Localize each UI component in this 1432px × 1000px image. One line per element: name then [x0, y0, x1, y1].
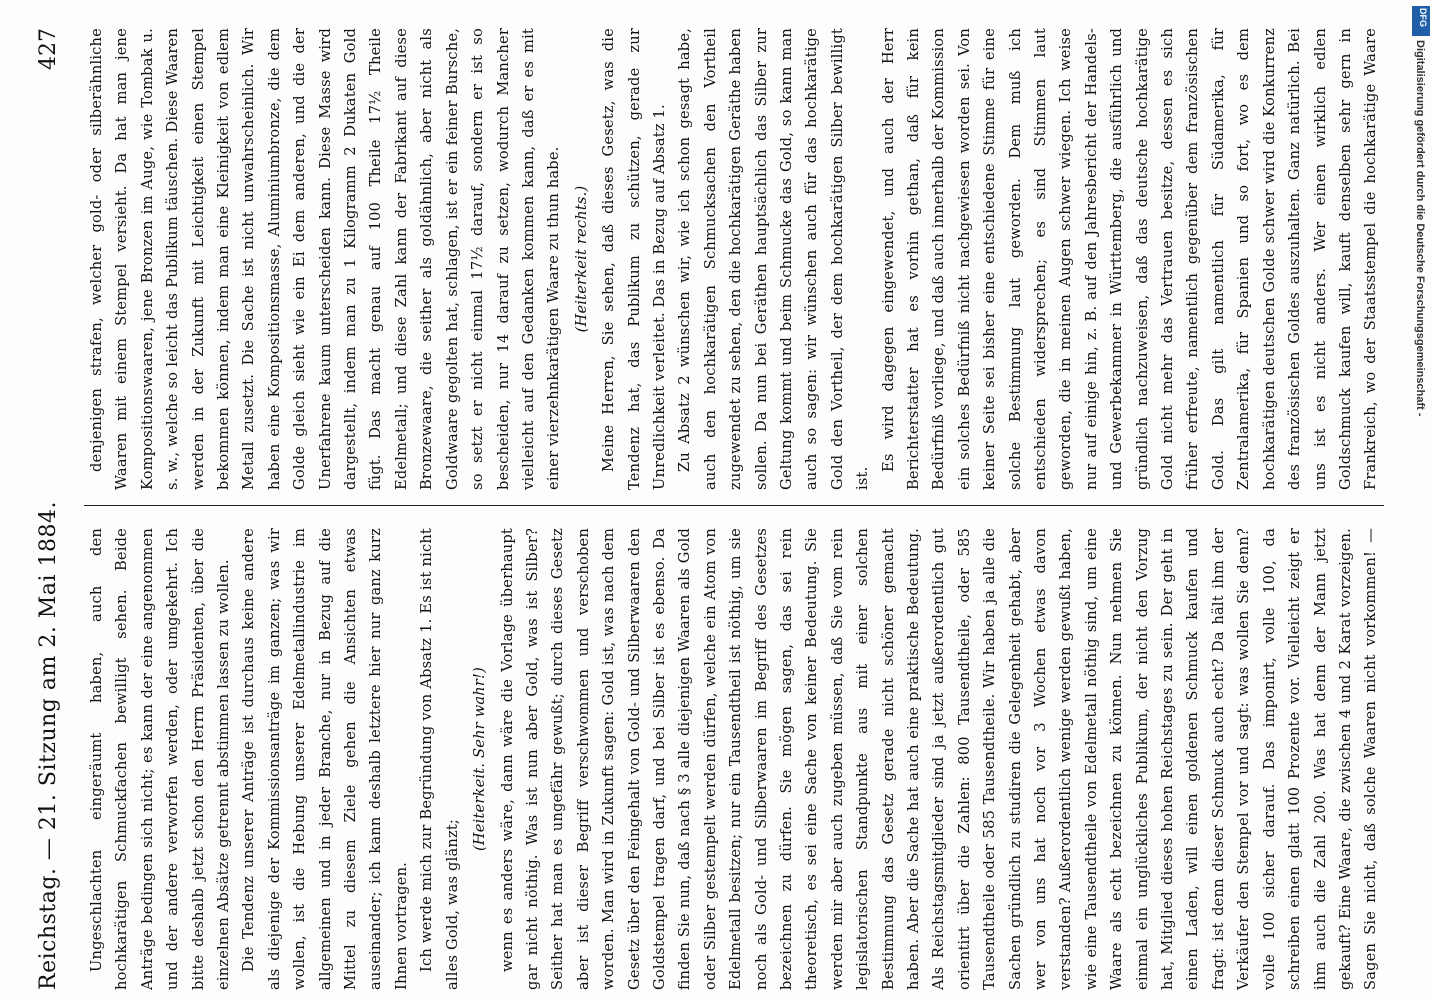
stage-direction: (Heiterkeit. Sehr wahr!)	[471, 666, 489, 852]
running-title: Reichstag. — 21. Sitzung am 2. Mai 1884.	[36, 501, 61, 990]
dfg-logo-text: DFG	[1418, 8, 1428, 27]
paragraph: Zu Absatz 2 wünschen wir, wie ich schon gesagt habe, auch den hochkarätigen Schmucksachen den Vortheil zugewendet zu sehen, den die hochkarätigen Geräthe haben sollen. Da nun bei Geräthen hauptsächlich das Silber zur Geltung kommt und beim Schmucke das Gold, so kann man auch so sagen: wir wünschen auch für das hochkarätige Gold den Vortheil, der dem hochkarätigen Silber bewilligt ist.	[676, 28, 872, 490]
page-number: 427	[36, 28, 61, 70]
paragraph: wenn es anders wäre, dann wäre die Vorlage überhaupt gar nicht nöthig. Was ist nun aber Gold, was ist Silber? Seither hat man es ungefähr gewußt; durch dieses Gesetz aber ist dieser Begriff verschwommen und verschoben worden. Man wird in Zukunft sagen: Gold ist, was nach dem Gesetz über den Feingehalt von Gold- und Silberwaaren den Goldstempel tragen darf, und bei Silber ist es ebenso. Da finden Sie nun, daß nach § 3 alle diejenigen Waaren als Gold oder Silber gestempelt werden dürfen, welche ein Atom von Edelmetall besitzen; nur ein Tausendtheil ist nöthig, um sie noch als Gold- und Silberwaaren im Begriff des Gesetzes bezeichnen zu dürfen. Sie mögen sagen, das sei rein theoretisch, es sei eine Sache von keiner Bedeutung. Sie werden mir aber auch zugeben müssen, daß Sie vom rein legislatorischen Standpunkte aus mit einer solchen Bestimmung das Gesetz gerade nicht schöner gemacht haben. Aber die Sache hat auch eine praktische Bedeutung. Als Reichstagsmitglieder sind ja jetzt außerordentlich gut orientirt über die Zahlen: 800 Tausendtheile, oder 585 Tausendtheile oder 585 Tausendtheile. Wir haben ja alle die Sachen gründlich zu studiren die Gelegenheit gehabt, aber wer von uns hat noch vor 3 Wochen etwas davon verstanden? Außerordentlich wenige werden gewußt haben, wie eine Tausendtheile von Edelmetall nöthig sind, um eine Waare als echt bezeichnen zu können. Nun nehmen Sie einmal ein unglückliches Publikum, der nicht den Vorzug hat, Mitglied dieses hohen Reichstages zu sein. Der geht in einen Laden, will einen goldenen Schmuck kaufen und fragt: ist denn dieser Schmuck auch echt? Da hält ihm der Verkäufer den Stempel vor und sagt: was wollen Sie denn? volle 100 sicher darauf. Das imponirt, volle 100, da schreiben einen glatt 100 Prozente vor. Vielleicht zeigt er ihm auch die Zahl 200. Was hat denn der Mann jetzt gekauft? Eine Waare, die zwischen 4 und 2 Karat vorzeigen. Sagen Sie nicht, daß solche Waaren nicht vorkommen! —	[498, 528, 1380, 990]
paragraph: denjenigen strafen, welcher gold- oder silberähnliche Waaren mit einem Stempel versieht. Da hat man jene Kompositionswaaren, jene Bronzen im Auge, wie Tombak u. s. w., welche so leicht das Publikum täuschen. Diese Waaren werden in der Zukunft mit Leichtigkeit einen Stempel bekommen können, indem man eine Kleinigkeit von edlem Metall zusetzt. Die Sache ist nicht unwahrscheinlich. Wir haben eine Kompositionsmasse, Aluminiumbronze, die dem Golde gleich sieht wie ein Ei dem anderen, und die der Unerfahrene kaum unterscheiden kann. Diese Masse wird dargestellt, indem man zu 1 Kilogramm 2 Dukaten Gold fügt. Das macht genau auf 100 Theile 17½ Theile Edelmetall; und diese Zahl kann der Fabrikant auf diese Bronzewaare, die seither als goldähnlich, aber nicht als Goldwaare gegolten hat, schlagen, ist er ein feiner Bursche, so setzt er nicht einmal 17½ darauf, sondern er ist so bescheiden, nur 14 darauf zu setzen, wodurch Mancher vielleicht auf den Gedanken kommen kann, daß er es mit einer vierzehnkarätigen Waare zu thun habe.	[88, 28, 563, 490]
paragraph: Ich werde mich zur Begründung von Absatz 1. Es ist nicht alles Gold, was glänzt;	[418, 528, 461, 990]
rotated-document-page	[30, 20, 1410, 990]
paragraph: Es wird dagegen eingewendet, und auch der Herr Berichterstatter hat es vorhin gethan, daß für kein Bedürfniß vorliege, und daß auch innerhalb der Kommission ein solches Bedürfniß nicht nachgewiesen worden sei. Von keiner Seite sei bisher eine entschiedene Stimme für eine solche Bestimmung laut geworden. Dem muß ich entschieden widersprechen; es sind Stimmen laut geworden, die in meinen Augen schwer wiegen. Ich weise nur auf einige hin, z. B. auf den Jahresbericht der Handels- und Gewerbekammer in Württemberg, die ausführlich und gründlich nachzuweisen, daß das deutsche hochkarätige Gold nicht mehr das Vertrauen besitze, dessen es sich früher erfreute, namentlich gegenüber dem französischen Gold. Das gilt namentlich für Südamerika, für Zentralamerika, für Spanien und so fort, wo es dem hochkarätigen deutschen Golde schwer wird die Konkurrenz des französischen Goldes auszuhalten. Ganz natürlich. Bei uns ist es nicht anders. Wer einen wirklich edlen Goldschmuck kaufen will, kauft denselben sehr gern in Frankreich, wo der Staatsstempel die hochkarätige Waare	[879, 28, 1380, 490]
digitization-credit	[1412, 40, 1428, 980]
page-header	[30, 20, 78, 990]
paragraph: Meine Herren, Sie sehen, daß dieses Gesetz, was die Tendenz hat, das Publikum zu schützen, gerade zur Unredlichkeit verleitet. Das in Bezug auf Absatz 1.	[600, 28, 668, 490]
text-column-left	[84, 528, 1384, 990]
column-divider	[84, 505, 1384, 506]
credit-text: Digitalisierung gefördert durch die Deutsche Forschungsgemeinschaft -	[1414, 40, 1426, 417]
dfg-logo	[1412, 6, 1430, 36]
paragraph: Die Tendenz unserer Anträge ist durchaus keine andere als diejenige der Kommissionsanträge im ganzen; was wir wollen, ist die Hebung unserer Edelmetallindustrie im allgemeinen und in jeder Branche, nur in Bezug auf die Mittel zu diesem Ziele gehen die Ansichten etwas auseinander; ich kann deshalb letztere hier nur ganz kurz Ihnen vortragen.	[240, 528, 410, 990]
stage-direction: (Heiterkeit rechts.)	[572, 185, 590, 333]
text-column-right	[84, 28, 1384, 490]
paragraph: Ungeschlachten eingeräumt haben, auch den hochkarätigen Schmuckfachen bewilligt sehen. Beide Anträge bedingen sich nicht; es kann der eine angenommen und der andere verworfen werden, oder umgekehrt. Ich bitte deshalb jetzt schon den Herrn Präsidenten, über die einzelnen Absätze getrennt abstimmen lassen zu wollen.	[88, 528, 233, 990]
